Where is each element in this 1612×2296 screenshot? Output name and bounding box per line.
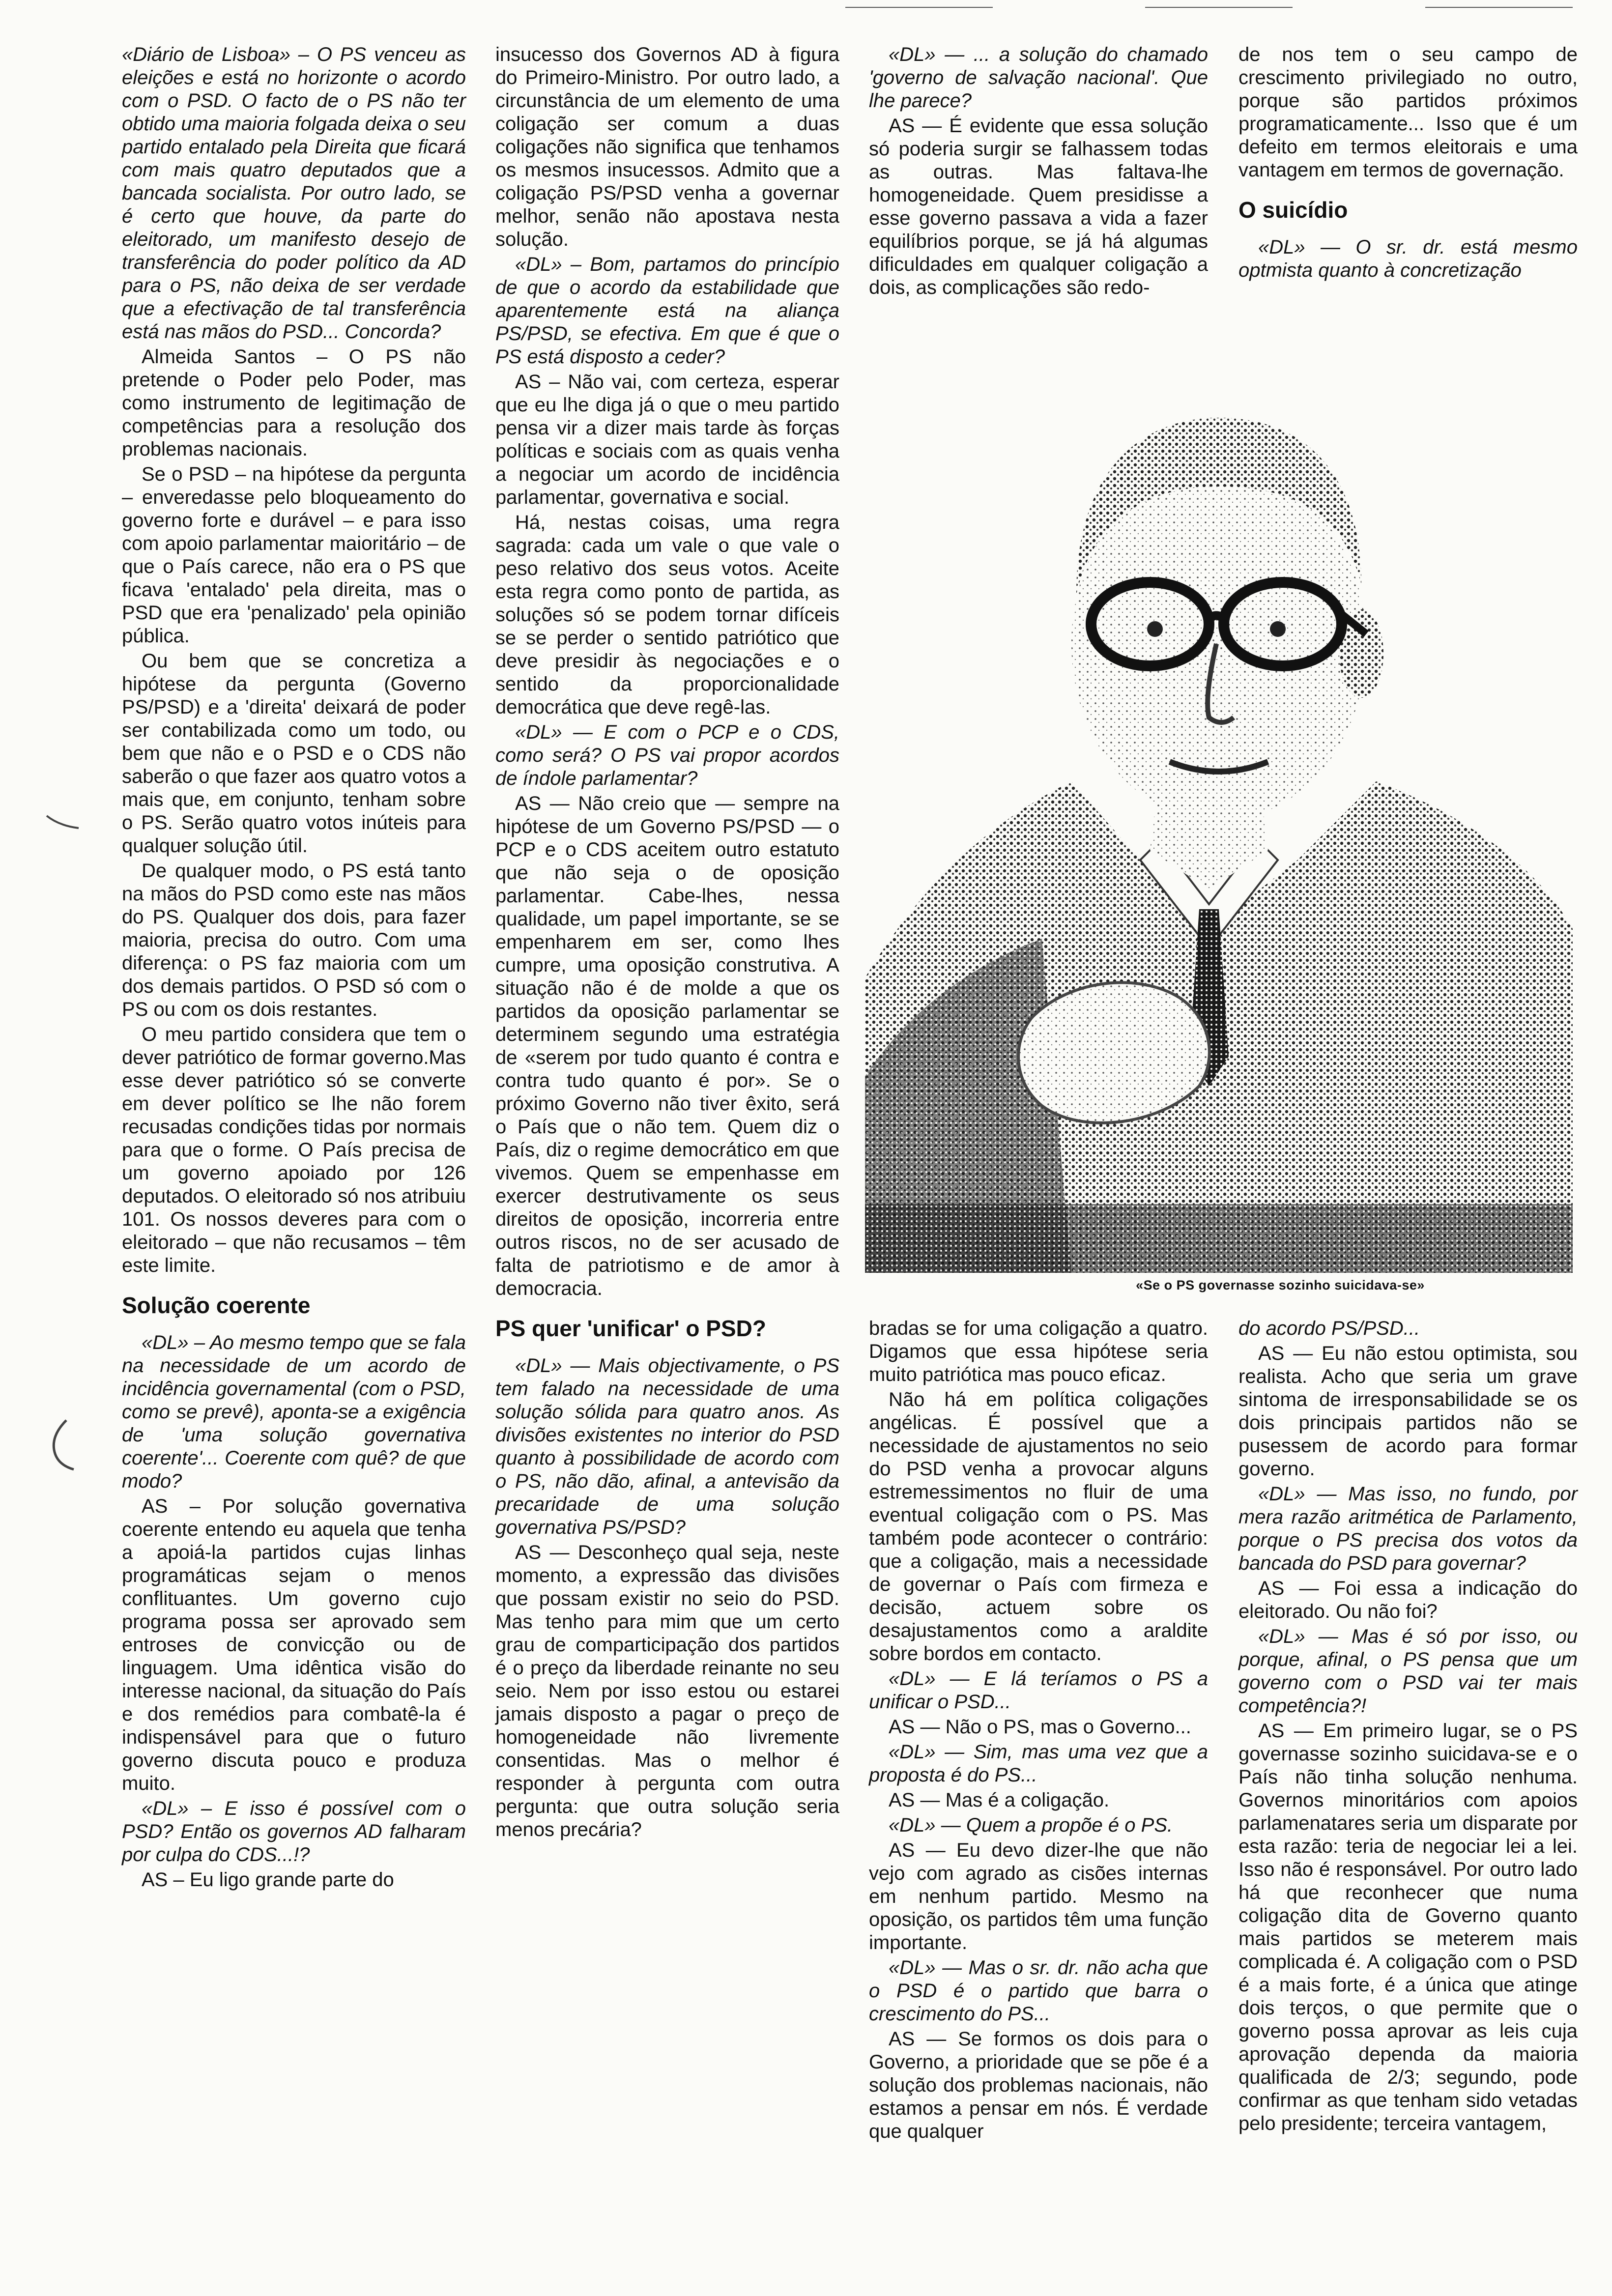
question-paragraph: «DL» — Mais objectivamente, o PS tem falado na necessidade de uma solução sólida para quatro anos. As divisões existentes no interior do PSD quanto à possibilidade de acordo com o PS, não dão, afinal, a antevisão da precaridade de uma solução governativa PS/PSD?: [495, 1355, 839, 1538]
question-paragraph: «DL» — E com o PCP e o CDS, como será? O PS vai propor acordos de índole parlamentar?: [495, 721, 839, 789]
question-paragraph: «DL» — E lá teríamos o PS a unificar o PSD...: [869, 1668, 1208, 1713]
answer-paragraph: Não há em política coligações angélicas. É possível que a necessidade de ajustamentos no seio do PSD venha a provocar alguns estremessimentos no fluir de uma eventual coligação com o PS. Mas também pode acontecer o contrário: que a coligação, mais a necessidade de governar o País com firmeza e decisão, actuem sobre os desajustamentos como a araldite sobre bordos em contacto.: [869, 1389, 1208, 1665]
top-rule-right: [1425, 7, 1573, 8]
portrait-photo: [865, 339, 1573, 1273]
article-column-3-top: [869, 43, 1208, 301]
answer-paragraph: De qualquer modo, o PS está tanto na mãos do PSD como este nas mãos do PS. Qualquer dos dois, para fazer maioria, precisa do outro. Com uma diferença: o PS faz maioria com um dos demais partidos. O PSD só com o PS ou com os dois restantes.: [122, 860, 466, 1020]
top-rule-left: [845, 7, 993, 8]
answer-paragraph: Se o PSD – na hipótese da pergunta – enveredasse pelo bloqueamento do governo forte e durável – e para isso com apoio parlamentar maioritário – de que o País carece, não era o PS que ficava 'entalado' pela direita, mas o PSD que era 'penalizado' pela opinião pública.: [122, 463, 466, 647]
answer-paragraph: AS – Eu ligo grande parte do: [142, 1869, 394, 1891]
answer-paragraph: AS — É evidente que essa solução só poderia surgir se falhassem todas as outras. Mas faltava-lhe homogeneidade. Quem presidisse a esse governo passava a vida a fazer equilíbrios porque, se já há algumas dificuldades em qualquer coligação a dois, as complicações são redo-: [869, 115, 1208, 298]
answer-paragraph: AS — Eu não estou optimista, sou realista. Acho que seria um grave sintoma de irresponsabilidade se os dois principais partidos não se pusessem de acordo para formar governo.: [1238, 1343, 1578, 1480]
answer-paragraph: Ou bem que se concretiza a hipótese da pergunta (Governo PS/PSD) e a 'direita' deixará de poder ser contabilizada como um todo, ou bem que não e o PSD e o CDS não saberão o que fazer aos quatro votos a mais que, em conjunto, tenham sobre o PS. Serão quatro votos inúteis para qualquer solução útil.: [122, 650, 466, 857]
article-column-3-bottom: [869, 1317, 1208, 2145]
answer-paragraph: AS — Se formos os dois para o Governo, a prioridade que se põe é a solução dos problemas nacionais, não estamos a pensar em nós. É verdade que qualquer: [869, 2028, 1208, 2142]
question-paragraph: «DL» — Mas é só por isso, ou porque, afinal, o PS pensa que um governo com o PSD vai ter mais competência?!: [1238, 1626, 1578, 1717]
top-rule-middle: [1145, 7, 1293, 8]
question-paragraph: «DL» — Mas isso, no fundo, por mera razão aritmética de Parlamento, porque o PS precisa dos votos da bancada do PSD para governar?: [1238, 1483, 1578, 1574]
section-heading: Solução coerente: [122, 1292, 311, 1318]
question-paragraph: «DL» – Bom, partamos do princípio de que o acordo da estabilidade que aparentemente está na aliança PS/PSD, se efectiva. Em que é que o PS está disposto a ceder?: [495, 254, 839, 368]
answer-paragraph: AS — Não creio que — sempre na hipótese de um Governo PS/PSD — o PCP e o CDS aceitem outro estatuto que não seja o de oposição parlamentar. Cabe-lhes, nessa qualidade, um papel importante, se se empenharem em ser, como lhes cumpre, uma oposição construtiva. A situação não é de molde a que os partidos da oposição parlamentar se determinem segundo uma estratégia de «serem por tudo quanto é contra e contra tudo quanto é por». Se o próximo Governo não tiver êxito, será o País que o não tem. Quem diz o País, diz o regime democrático em que vivemos. Quem se empenhasse em exercer destrutivamente os seus direitos de oposição, incorreria entre outros riscos, no de ser acusado de falta de patriotismo e de amor à democracia.: [495, 793, 839, 1299]
table-edge: [865, 1204, 1573, 1273]
photo-caption: «Se o PS governasse sozinho suicidava-se»: [1136, 1278, 1425, 1292]
scan-bracket-icon: [47, 1415, 76, 1474]
answer-paragraph: AS — Foi essa a indicação do eleitorado. Ou não foi?: [1238, 1578, 1578, 1622]
question-paragraph: «DL» – Ao mesmo tempo que se fala na necessidade de um acordo de incidência governamental (com o PSD, como se prevê), aponta-se a exigência de 'uma solução governativa coerente'... Coerente com quê? de que modo?: [122, 1332, 466, 1492]
answer-paragraph: AS — Em primeiro lugar, se o PS governasse sozinho suicidava-se e o País não tinha solução nenhuma. Governos minoritários com apoios parlamenatares seria um disparate por esta razão: teria de negociar lei a lei. Isso não é responsável. Por outro lado há que reconhecer que numa coligação dita de Governo quanto mais partidos se meterem mais complicada é. A coligação com o PSD é a mais forte, é a única que atinge dois terços, o que permite que o governo possa aprovar as leis cuja aprovação dependa da maioria qualificada de 2/3; segundo, pode confirmar as que tenham sido vetadas pelo presidente; terceira vantagem,: [1238, 1720, 1578, 2134]
question-paragraph: do acordo PS/PSD...: [1238, 1318, 1420, 1339]
question-paragraph: «DL» — Mas o sr. dr. não acha que o PSD é o partido que barra o crescimento do PS...: [869, 1957, 1208, 2025]
section-heading: PS quer 'unificar' o PSD?: [495, 1316, 766, 1341]
question-paragraph: «DL» — Quem a propõe é o PS.: [889, 1814, 1173, 1836]
answer-paragraph: AS – Por solução governativa coerente entendo eu aquela que tenha a apoiá-la partidos cujas linhas programáticas sejam o menos conflituantes. Um governo cujo programa possa ser aprovado sem entroses de convicção ou de linguagem. Uma idêntica visão do interesse nacional, da situação do País e dos remédios para combatê-la é indispensável para que o futuro governo discuta pouco e produza muito.: [122, 1495, 466, 1794]
answer-paragraph: AS — Não o PS, mas o Governo...: [889, 1716, 1191, 1738]
answer-paragraph: AS — Eu devo dizer-lhe que não vejo com agrado as cisões internas em nenhum partido. Mesmo na oposição, os partidos têm uma função importante.: [869, 1839, 1208, 1953]
answer-paragraph: Almeida Santos – O PS não pretende o Poder pelo Poder, mas como instrumento de legitimação de competências para a resolução dos problemas nacionais.: [122, 346, 466, 460]
question-paragraph: «Diário de Lisboa» – O PS venceu as eleições e está no horizonte o acordo com o PSD. O facto de o PS não ter obtido uma maioria folgada deixa o seu partido entalado pela Direita que ficará com mais quatro deputados que a bancada socialista. Por outro lado, se é certo que houve, da parte do eleitorado, um manifesto desejo de transferência do poder político da AD para o PS, não deixa de ser verdade que a efectivação de tal transferência está nas mãos do PSD... Concorda?: [122, 44, 466, 343]
answer-paragraph: bradas se for uma coligação a quatro. Digamos que essa hipótese seria muito patriótica mas pouco eficaz.: [869, 1318, 1208, 1385]
article-column-4-bottom: [1238, 1317, 1578, 2137]
scan-mark-icon: [44, 806, 84, 835]
hand: [1018, 982, 1209, 1122]
answer-paragraph: AS – Não vai, com certeza, esperar que eu lhe diga já o que o meu partido pensa vir a dizer mais tarde às forças políticas e sociais com as quais venha a negociar um acordo de incidência parlamentar, governativa e social.: [495, 371, 839, 508]
answer-paragraph: O meu partido considera que tem o dever patriótico de formar governo.Mas esse dever patriótico só se converte em dever político se lhe não forem recusadas condições tidas por normais para que o forme. O País precisa de um governo apoiado por 126 deputados. O eleitorado só nos atribuiu 101. Os nossos deveres para com o eleitorado – que não recusamos – têm este limite.: [122, 1024, 466, 1276]
article-column-1: [122, 43, 466, 1894]
answer-paragraph: AS — Mas é a coligação.: [889, 1789, 1110, 1811]
question-paragraph: «DL» — Sim, mas uma vez que a proposta é do PS...: [869, 1741, 1208, 1786]
answer-paragraph: AS — Desconheço qual seja, neste momento, a expressão das divisões que possam existir no seio do PSD. Mas tenho para mim que um certo grau de comparticipação dos partidos é o preço da liberdade reinante no seu seio. Nem por isso estou ou estarei jamais disposto a pagar o preço de homogeneidade não livremente consentidas. Mas o melhor é responder à pergunta com outra pergunta: que outra solução seria menos precária?: [495, 1542, 839, 1840]
question-paragraph: «DL» — O sr. dr. está mesmo optmista quanto à concretização: [1238, 236, 1578, 281]
answer-paragraph: Há, nestas coisas, uma regra sagrada: cada um vale o que vale o peso relativo dos seus votos. Aceite esta regra como ponto de partida, as soluções só se podem tornar difíceis se se perder o sentido patriótico que deve presidir às negociações e o sentido da proporcionalidade democrática que deve regê-las.: [495, 512, 839, 718]
section-heading: O suicídio: [1238, 197, 1348, 223]
question-paragraph: «DL» — ... a solução do chamado 'governo de salvação nacional'. Que lhe parece?: [869, 44, 1208, 112]
article-column-4-top: [1238, 43, 1578, 284]
answer-paragraph: de nos tem o seu campo de crescimento privilegiado no outro, porque são partidos próximos programaticamente... Isso que é um defeito em termos eleitorais e uma vantagem em termos de governação.: [1238, 44, 1578, 181]
answer-paragraph: insucesso dos Governos AD à figura do Primeiro-Ministro. Por outro lado, a circunstância de um elemento de uma coligação ser comum a duas coligações não significa que tenhamos os mesmos insucessos. Admito que a coligação PS/PSD venha a governar melhor, senão não apostava nesta solução.: [495, 44, 839, 250]
question-paragraph: «DL» – E isso é possível com o PSD? Então os governos AD falharam por culpa do CDS...!?: [122, 1798, 466, 1866]
article-column-2: [495, 43, 839, 1843]
